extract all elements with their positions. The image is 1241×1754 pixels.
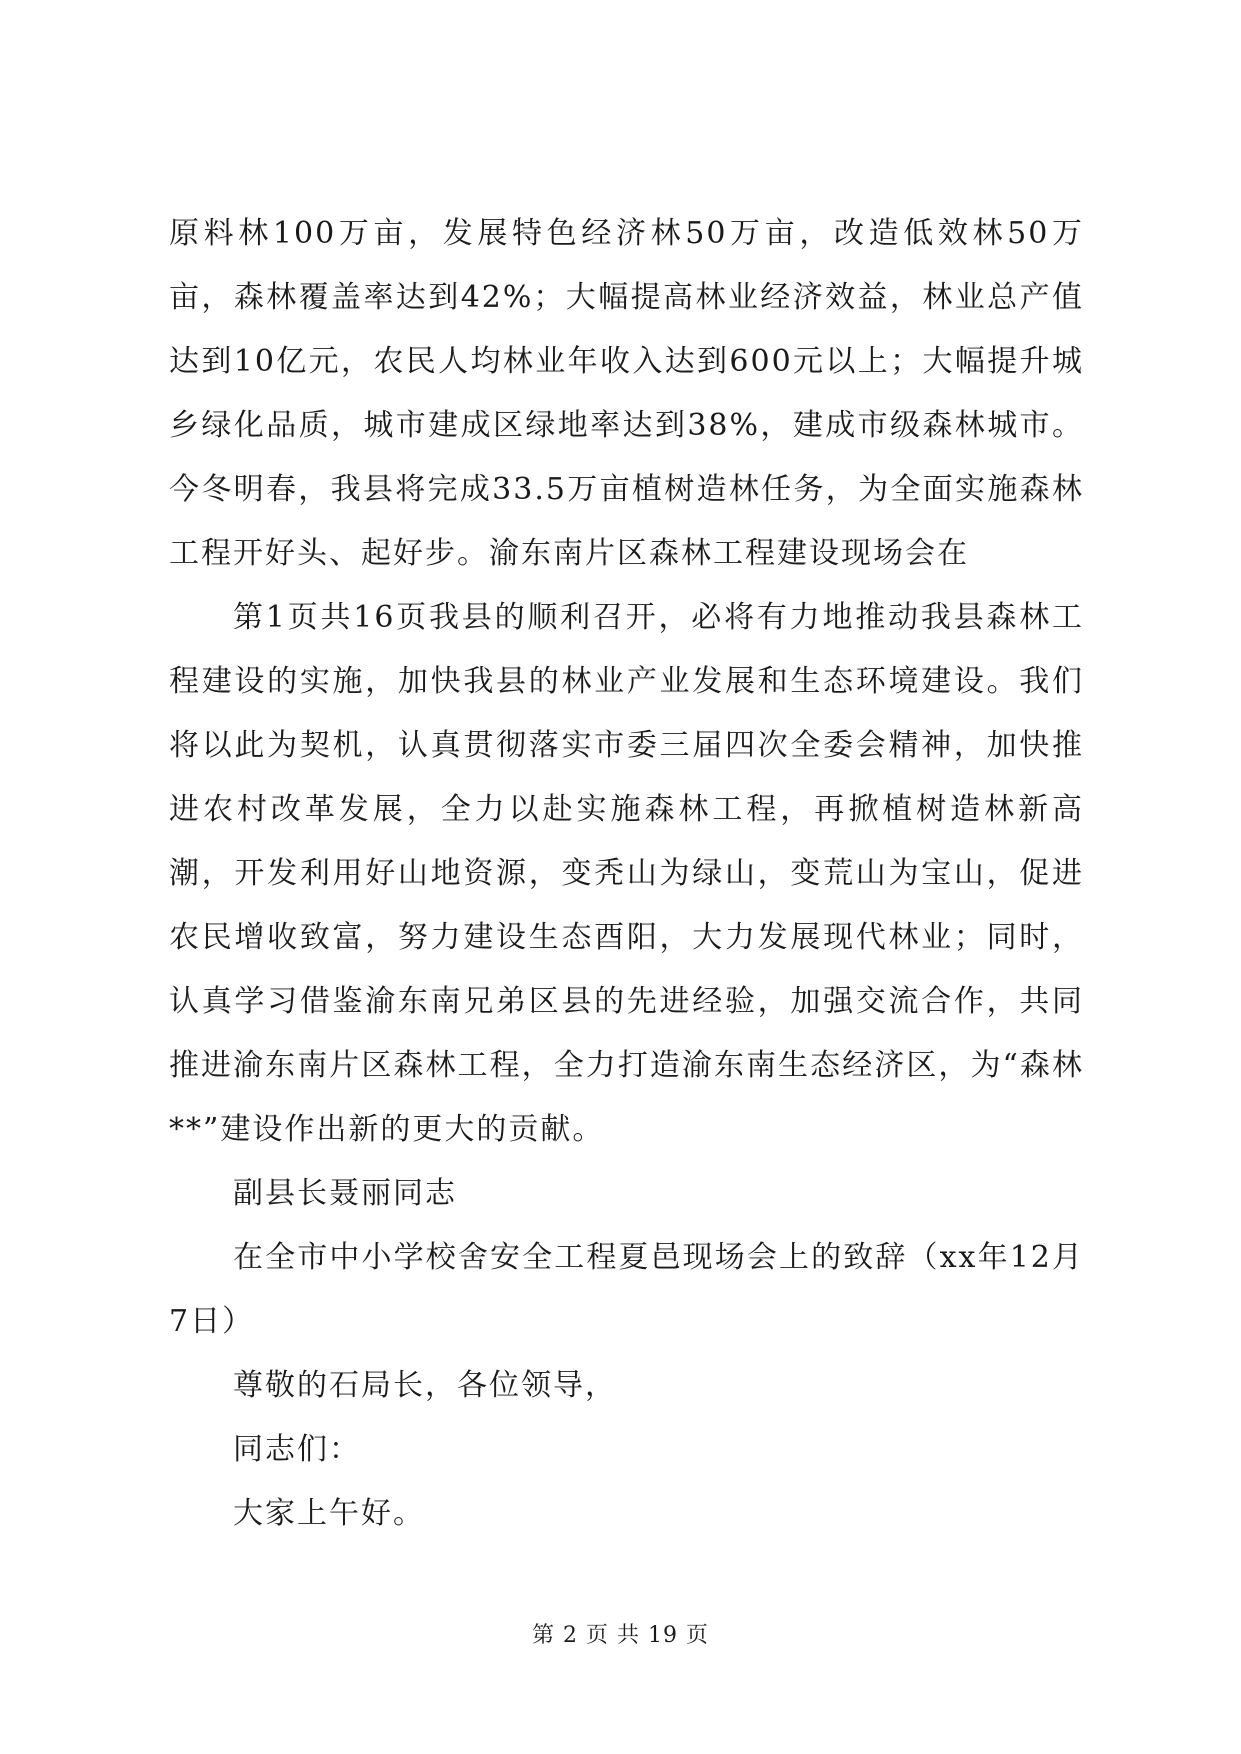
greeting-line: 大家上午好。 [233, 1496, 425, 1531]
speech-title: 在全市中小学校舍安全工程夏邑现场会上的致辞（xx年12月7日） [169, 1240, 1084, 1339]
paragraph-2: 第1页共16页我县的顺利召开，必将有力地推动我县森林工程建设的实施，加快我县的林业产业发展和生态环境建设。我们将以此为契机，认真贯彻落实市委三届四次全委会精神，加快推进农村改革发展，全力以赴实施森林工程，再掀植树造林新高潮，开发利用好山地资源，变秃山为绿山，变荒山为宝山，促进农民增收致富，努力建设生态酉阳，大力发展现代林业；同时，认真学习借鉴渝东南兄弟区县的先进经验，加强交流合作，共同推进渝东南片区森林工程，全力打造渝东南生态经济区，为“森林**”建设作出新的更大的贡献。 [169, 600, 1084, 1147]
signature-line: 副县长聂丽同志 [233, 1176, 457, 1211]
page-footer: 第 2 页 共 19 页 [532, 1623, 709, 1648]
paragraph-1: 原料林100万亩，发展特色经济林50万亩，改造低效林50万亩，森林覆盖率达到42%；大幅提高林业经济效益，林业总产值达到10亿元，农民人均林业年收入达到600元以上；大幅提升城乡绿化品质，城市建成区绿地率达到38%，建成市级森林城市。今冬明春，我县将完成33.5万亩植树造林任务，为全面实施森林工程开好头、起好步。渝东南片区森林工程建设现场会在 [169, 216, 1084, 571]
salutation-comrades: 同志们： [233, 1432, 361, 1467]
salutation-line: 尊敬的石局长，各位领导， [233, 1368, 617, 1403]
document-body [169, 202, 1084, 1546]
